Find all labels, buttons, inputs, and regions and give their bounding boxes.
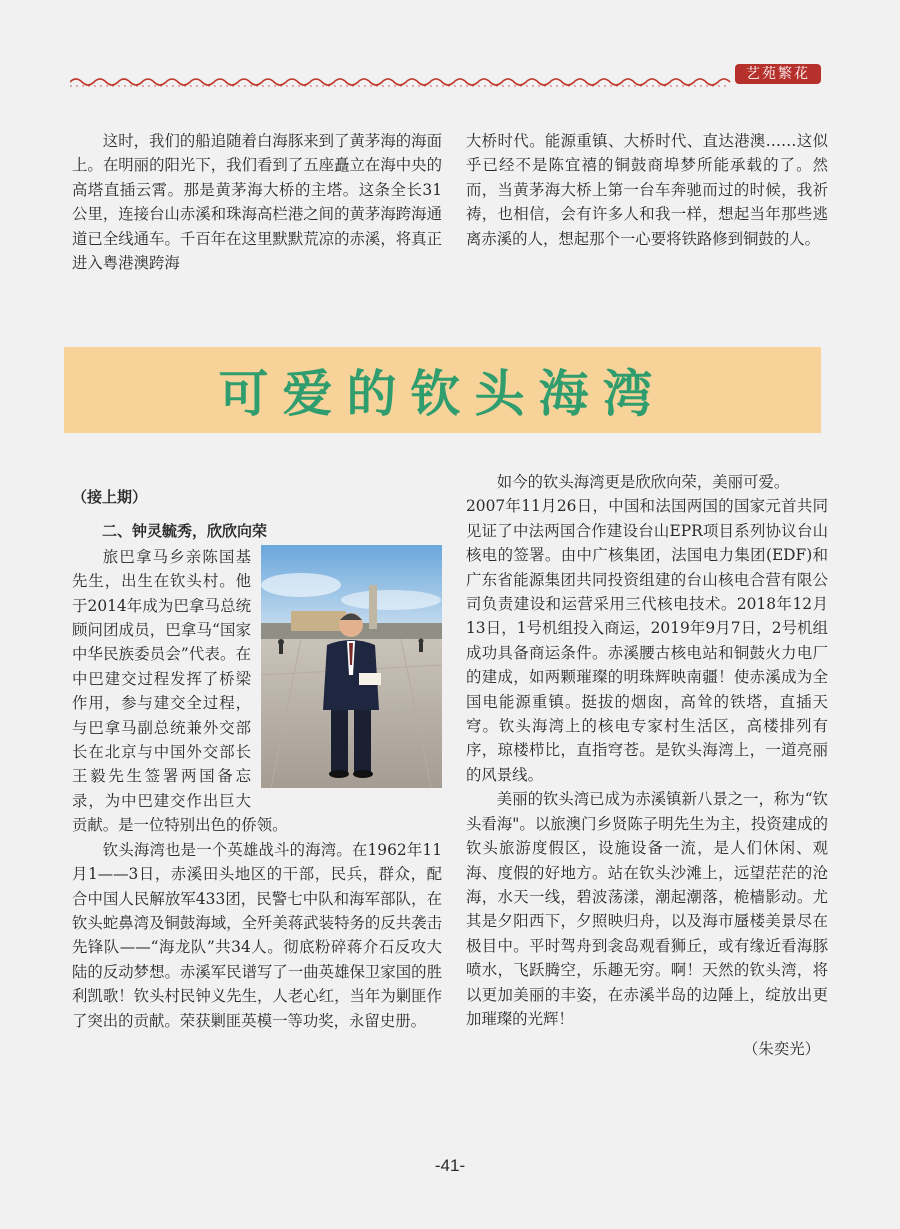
right-paragraph-2: 2007年11月26日，中国和法国两国的国家元首共同见证了中法两国合作建设台山EPR项目系列协议台山核电的签署。由中广核集团，法国电力集团(EDF)和广东省能源集团共同投资组建的台山核电合营有限公司负责建设和运营采用三代核电技术。2018年12月13日，1号机组投入商运，2019年9月7日，2号机组成功具备商运条件。赤溪腰古核电站和铜鼓火力电厂的建成，如两颗璀璨的明珠辉映南疆！使赤溪成为全国电能源重镇。挺拔的烟囱，高耸的铁塔，直插天穹。钦头海湾上的核电专家村生活区，高楼排列有序，琼楼栉比，直指穹苍。是钦头海湾上，一道亮丽的风景线。: [466, 497, 828, 784]
article-right-column: [466, 470, 828, 1062]
title-banner: [64, 347, 821, 433]
continued-label: （接上期）: [72, 489, 148, 506]
left-paragraph-2: 钦头海湾也是一个英雄战斗的海湾。在1962年11月1——3日，赤溪田头地区的干部，民兵，群众，配合中国人民解放军433团，民警七中队和海军部队，在钦头蛇鼻湾及铜鼓海域，全歼美蒋武装特务的反共袭击先锋队——“海龙队”共34人。彻底粉碎蒋介石反攻大陆的反动梦想。赤溪军民谱写了一曲英雄保卫家国的胜利凯歌！钦头村民钟义先生，人老心红，当年为剿匪作了突出的贡献。荣获剿匪英模一等功奖，永留史册。: [72, 840, 442, 1030]
right-paragraph-3: 美丽的钦头湾已成为赤溪镇新八景之一，称为“钦头看海"。以旅澳门乡贤陈子明先生为主，投资建成的钦头旅游度假区，设施设备一流，是人们休闲、观海、度假的好地方。站在钦头沙滩上，远望茫茫的沧海，水天一线，碧波荡漾，潮起潮落，桅樯影动。尤其是夕阳西下，夕照映归舟，以及海市蜃楼美景尽在极目中。平时驾舟到衾岛观看狮丘，或有缘近看海豚喷水，飞跃腾空，乐趣无穷。啊！天然的钦头湾，将以更加美丽的丰姿，在赤溪半岛的边陲上，绽放出更加璀璨的光辉！: [466, 790, 828, 1028]
portrait-photo: [261, 545, 442, 788]
top-left-paragraph: 这时，我们的船追随着白海豚来到了黄茅海的海面上。在明丽的阳光下，我们看到了五座矗立在海中央的高塔直插云霄。那是黄茅海大桥的主塔。这条全长31公里，连接台山赤溪和珠海高栏港之间的黄茅海跨海通道已全线通车。千百年在这里默默荒凉的赤溪，将真正进入粤港澳跨海: [72, 132, 442, 273]
article-title: 可爱的钦头海湾: [218, 364, 667, 423]
right-paragraph-1: 如今的钦头海湾更是欣欣向荣，美丽可爱。: [496, 473, 790, 491]
page-number: -41-: [434, 1156, 466, 1175]
top-right-column: [466, 129, 828, 251]
left-paragraph-1: 旅巴拿马乡亲陈国基先生，出生在钦头村。他于2014年成为巴拿马总统顾问团成员，巴拿马“国家中华民族委员会”代表。在中巴建交过程发挥了桥梁作用，参与建交全过程，与巴拿马副总统兼外交部长在北京与中国外交部长王毅先生签署两国备忘录，为中巴建交作出巨大贡献。是一位特别出色的侨领。: [72, 547, 288, 835]
top-right-paragraph: 大桥时代。能源重镇、大桥时代、直达港澳……这似乎已经不是陈宜禧的铜鼓商埠梦所能承载的了。然而，当黄茅海大桥上第一台车奔驰而过的时候，我祈祷，也相信，会有许多人和我一样，想起当年那些逃离赤溪的人，想起那个一心要将铁路修到铜鼓的人。: [466, 132, 828, 248]
decorative-wave-divider: [70, 74, 826, 90]
section-heading: 二、钟灵毓秀，欣欣向荣: [102, 523, 268, 541]
article-left-column: [72, 486, 442, 1033]
top-left-column: [72, 129, 442, 275]
section-badge: 艺苑繁花: [735, 64, 821, 84]
author-credit: （朱奕光）: [743, 1040, 820, 1059]
